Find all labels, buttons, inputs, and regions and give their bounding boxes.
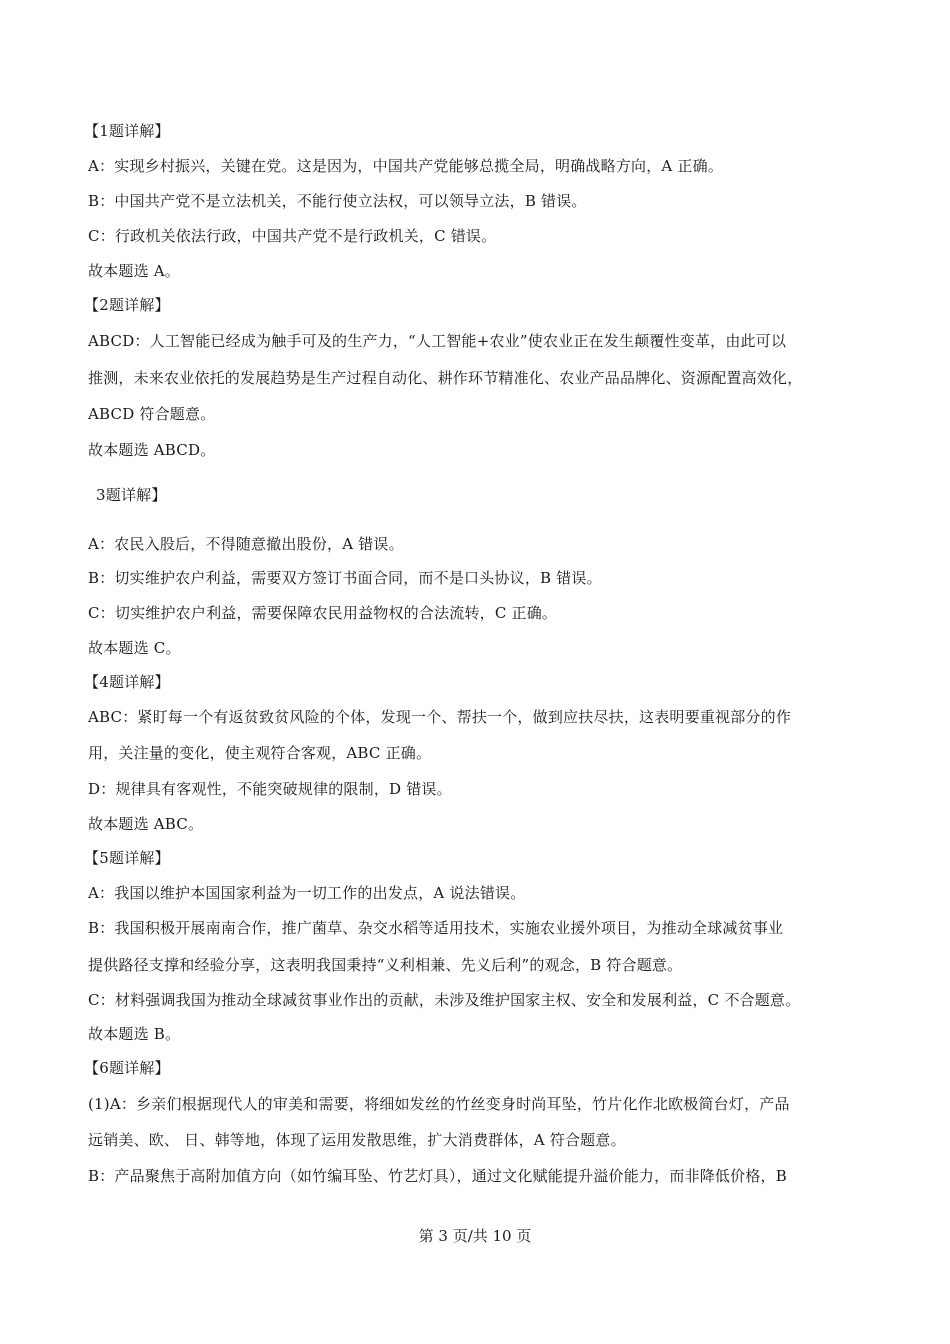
- q3-line-1: A：农民入股后，不得随意撤出股份，A 错误。: [88, 535, 404, 553]
- q4-line-1: ABC：紧盯每一个有返贫致贫风险的个体，发现一个、帮扶一个，做到应扶尽扶，这表明要重视部分的作: [88, 708, 792, 726]
- q5-line-4: C：材料强调我国为推动全球减贫事业作出的贡献，未涉及维护国家主权、安全和发展利益，C 不合题意。: [88, 991, 801, 1009]
- q6-line-1: (1)A：乡亲们根据现代人的审美和需要，将细如发丝的竹丝变身时尚耳坠，竹片化作北欧极简台灯，产品: [88, 1095, 790, 1113]
- q5-heading: 【5题详解】: [84, 849, 170, 867]
- q1-line-1: A：实现乡村振兴，关键在党。这是因为，中国共产党能够总揽全局，明确战略方向，A 正确。: [88, 157, 724, 175]
- page-number: 第 3 页/共 10 页: [418, 1227, 532, 1245]
- q4-line-3: D：规律具有客观性，不能突破规律的限制，D 错误。: [88, 780, 452, 798]
- q2-line-4: 故本题选 ABCD。: [88, 441, 216, 459]
- q5-line-2: B：我国积极开展南南合作，推广菌草、杂交水稻等适用技术，实施农业援外项目，为推动全球减贫事业: [88, 919, 784, 937]
- q1-line-2: B：中国共产党不是立法机关，不能行使立法权，可以领导立法，B 错误。: [88, 192, 587, 210]
- q5-line-3: 提供路径支撑和经验分享，这表明我国秉持“义利相兼、先义后利”的观念，B 符合题意。: [88, 956, 683, 974]
- q3-line-2: B：切实维护农户利益，需要双方签订书面合同，而不是口头协议，B 错误。: [88, 569, 602, 587]
- q5-line-5: 故本题选 B。: [88, 1025, 181, 1043]
- q4-line-4: 故本题选 ABC。: [88, 815, 204, 833]
- q2-line-2: 推测，未来农业依托的发展趋势是生产过程自动化、耕作环节精准化、农业产品品牌化、资源配置高效化，: [88, 369, 803, 387]
- q3-heading: 3题详解】: [96, 486, 167, 504]
- q1-heading: 【1题详解】: [84, 122, 170, 140]
- q1-line-4: 故本题选 A。: [88, 262, 181, 280]
- q3-line-4: 故本题选 C。: [88, 639, 181, 657]
- q6-line-2: 远销美、欧、 日、韩等地，体现了运用发散思维，扩大消费群体，A 符合题意。: [88, 1131, 626, 1149]
- q4-line-2: 用，关注量的变化，使主观符合客观，ABC 正确。: [88, 744, 432, 762]
- q3-line-3: C：切实维护农户利益，需要保障农民用益物权的合法流转，C 正确。: [88, 604, 558, 622]
- q5-line-1: A：我国以维护本国国家利益为一切工作的出发点，A 说法错误。: [88, 884, 526, 902]
- q1-line-3: C：行政机关依法行政，中国共产党不是行政机关，C 错误。: [88, 227, 497, 245]
- q2-line-1: ABCD：人工智能已经成为触手可及的生产力，“人工智能+农业”使农业正在发生颠覆性变革，由此可以: [88, 332, 787, 350]
- q2-line-3: ABCD 符合题意。: [88, 405, 216, 423]
- q2-heading: 【2题详解】: [84, 296, 170, 314]
- q6-line-3: B：产品聚焦于高附加值方向（如竹编耳坠、竹艺灯具），通过文化赋能提升溢价能力，而非降低价格，B: [88, 1167, 787, 1185]
- q6-heading: 【6题详解】: [84, 1059, 170, 1077]
- q4-heading: 【4题详解】: [84, 673, 170, 691]
